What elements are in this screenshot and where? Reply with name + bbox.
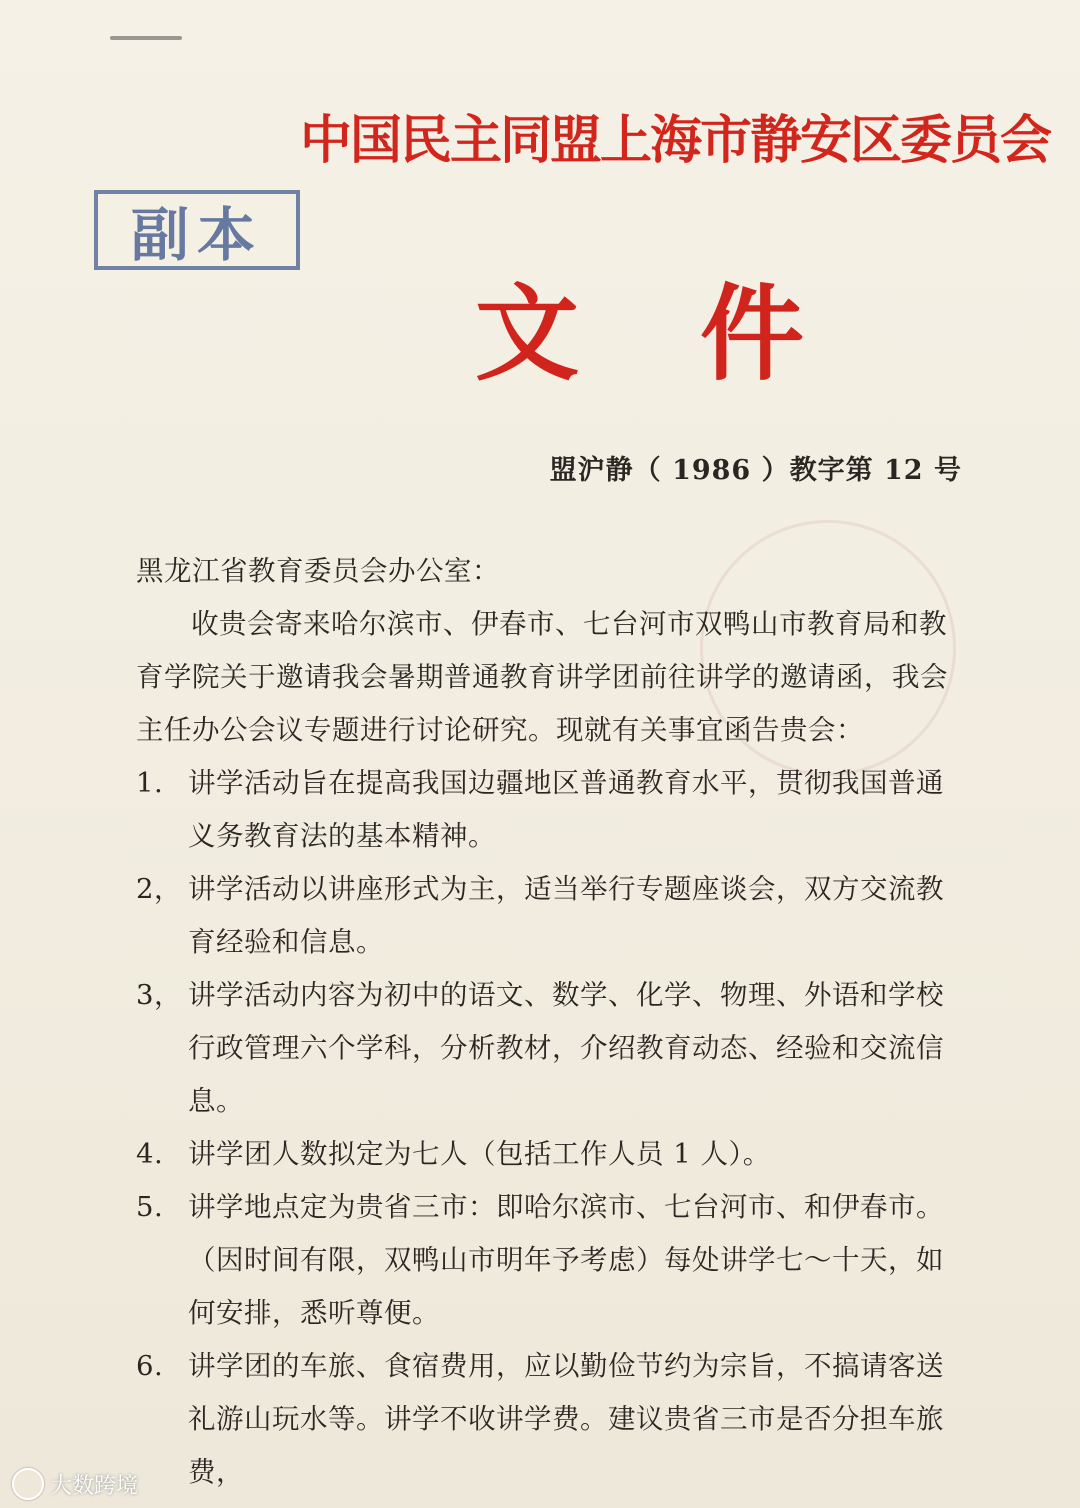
list-item bbox=[136, 863, 962, 969]
item-number: 6. bbox=[136, 1350, 164, 1382]
letter-body bbox=[136, 545, 962, 1499]
item-text: 讲学团的车旅、食宿费用，应以勤俭节约为宗旨，不搞请客送礼游山玩水等。讲学不收讲学费。建议贵省三市是否分担车旅费， bbox=[188, 1350, 944, 1488]
staple-mark bbox=[110, 36, 182, 40]
item-number: 5. bbox=[136, 1191, 164, 1223]
intro-paragraph: 收贵会寄来哈尔滨市、伊春市、七台河市双鸭山市教育局和教育学院关于邀请我会暑期普通教育讲学团前往讲学的邀请函，我会主任办公会议专题进行讨论研究。现就有关事宜函告贵会： bbox=[136, 608, 948, 746]
watermark-text: 大数跨境 bbox=[50, 1473, 139, 1499]
item-text: 讲学地点定为贵省三市：即哈尔滨市、七台河市、和伊春市。（因时间有限，双鸭山市明年予考虑）每处讲学七～十天，如何安排，悉听尊便。 bbox=[188, 1191, 944, 1329]
item-text: 讲学活动以讲座形式为主，适当举行专题座谈会，双方交流教育经验和信息。 bbox=[188, 873, 944, 958]
doc-type-char-2: 件 bbox=[700, 273, 805, 395]
recipient-line: 黑龙江省教育委员会办公室： bbox=[136, 555, 500, 587]
item-text: 讲学活动旨在提高我国边疆地区普通教育水平，贯彻我国普通义务教育法的基本精神。 bbox=[188, 767, 944, 852]
item-text: 讲学活动内容为初中的语文、数学、化学、物理、外语和学校行政管理六个学科，分析教材，介绍教育动态、经验和交流信息。 bbox=[188, 979, 944, 1117]
organization-header: 中国民主同盟上海市静安区委员会 bbox=[300, 110, 1051, 171]
item-text: 讲学团人数拟定为七人（包括工作人员 1 人）。 bbox=[188, 1138, 771, 1170]
doc-type-char-1: 文 bbox=[475, 273, 580, 395]
item-number: 2， bbox=[136, 873, 182, 905]
copy-stamp: 副本 bbox=[94, 190, 300, 270]
document-number: 盟沪静（ 1986 ）教字第 12 号 bbox=[549, 455, 962, 486]
list-item bbox=[136, 1181, 962, 1340]
list-item bbox=[136, 1340, 962, 1499]
item-number: 3， bbox=[136, 979, 182, 1011]
list-item bbox=[136, 1128, 962, 1181]
item-number: 4. bbox=[136, 1138, 164, 1170]
watermark-logo-icon bbox=[12, 1468, 44, 1500]
list-item bbox=[136, 969, 962, 1128]
list-item bbox=[136, 757, 962, 863]
watermark bbox=[12, 1468, 138, 1500]
item-number: 1. bbox=[136, 767, 164, 799]
